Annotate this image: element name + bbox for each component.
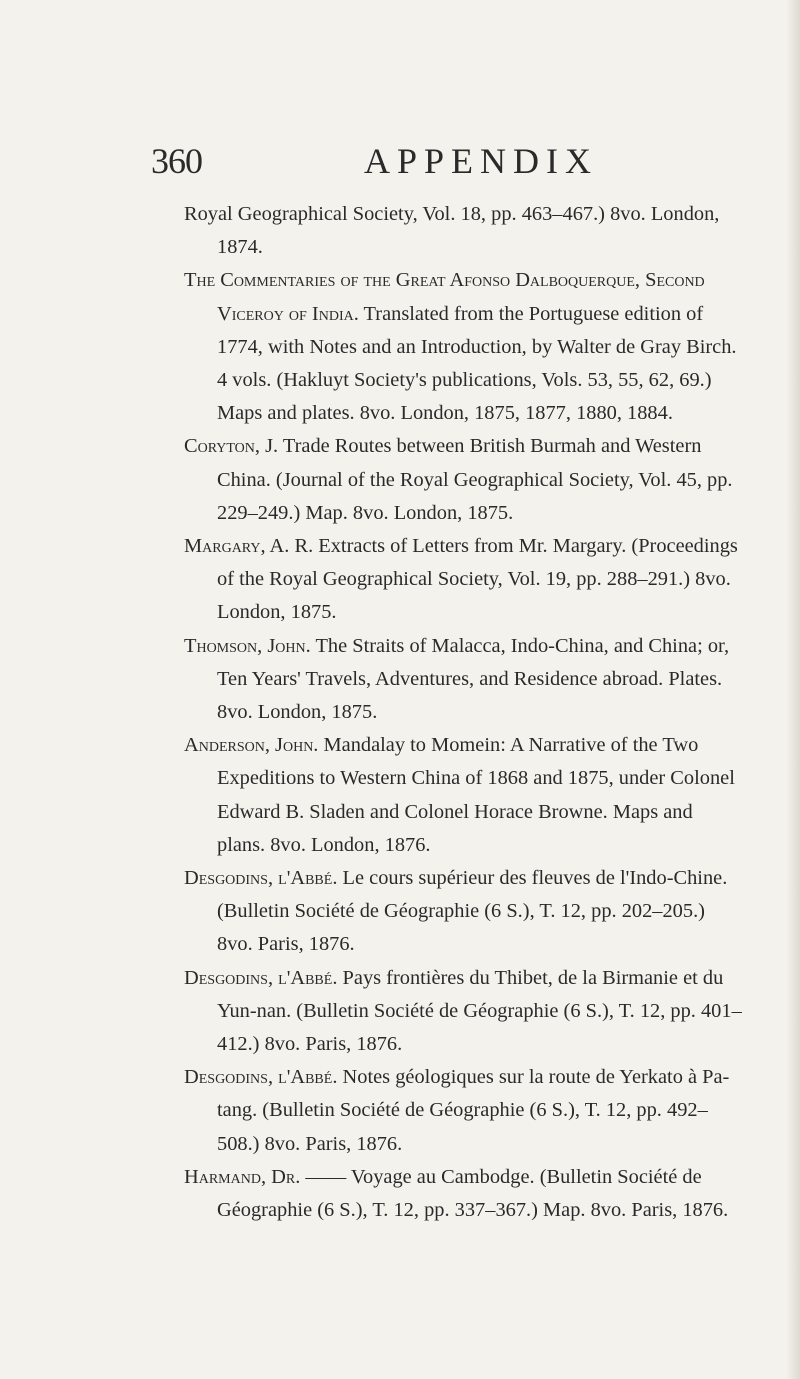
entry-text: Mandalay to Momein: A Narrative of the Two Expeditions to Western China of 1868 and 1875, under Colonel Edward B. Sladen and Colonel Horace Browne. Maps and plans. 8vo. London, 1876. [217, 734, 735, 856]
bibliography-entry [184, 198, 744, 264]
page-edge-shadow [786, 0, 800, 1379]
bibliography-entry [184, 729, 744, 862]
entry-author: Anderson, John. [184, 734, 319, 757]
entry-text: Le cours supérieur des fleuves de l'Indo-Chine. (Bulletin Société de Géographie (6 S.), T. 12, pp. 202–205.) 8vo. Paris, 1876. [217, 867, 728, 956]
bibliography-list [184, 198, 744, 1227]
entry-author: The Commentaries of the Great Afonso Dalboquerque, Second Viceroy of India. [184, 269, 705, 325]
entry-text: Notes géologiques sur la route de Yerkato à Pa-tang. (Bulletin Société de Géographie (6 S.), T. 12, pp. 492–508.) 8vo. Paris, 1876. [217, 1066, 730, 1155]
bibliography-entry [184, 1061, 744, 1161]
bibliography-entry [184, 862, 744, 962]
entry-text: Translated from the Portuguese edition of 1774, with Notes and an Introduction, by Walter de Gray Birch. 4 vols. (Hakluyt Society's publications, Vols. 53, 55, 62, 69.) Maps and plates. 8vo. London, 1875, 1877, 1880, 1884. [217, 302, 737, 425]
entry-author: Desgodins, l'Abbé. [184, 966, 338, 989]
entry-author: Thomson, John. [184, 634, 311, 657]
bibliography-entry [184, 264, 744, 430]
bibliography-entry [184, 530, 744, 630]
entry-author: Desgodins, l'Abbé. [184, 1066, 338, 1089]
entry-text: Pays frontières du Thibet, de la Birmanie et du Yun-nan. (Bulletin Société de Géographie (6 S.), T. 12, pp. 401–412.) 8vo. Paris, 1876. [217, 966, 742, 1056]
entry-author: Margary, A. R. [184, 535, 314, 558]
entry-author: Desgodins, l'Abbé. [184, 867, 338, 890]
entry-author: Harmand, Dr. [184, 1165, 301, 1188]
entry-text: The Straits of Malacca, Indo-China, and China; or, Ten Years' Travels, Adventures, and Residence abroad. Plates. 8vo. London, 1875. [217, 634, 730, 724]
entry-text: Royal Geographical Society, Vol. 18, pp. 463–467.) 8vo. London, 1874. [184, 203, 720, 259]
page-number: 360 [151, 141, 202, 181]
running-title: APPENDIX [364, 141, 599, 181]
bibliography-entry [184, 630, 744, 730]
bibliography-entry [184, 962, 744, 1062]
bibliography-entry [184, 1161, 744, 1227]
entry-text: —— Voyage au Cambodge. (Bulletin Société de Géographie (6 S.), T. 12, pp. 337–367.) Map. 8vo. Paris, 1876. [217, 1165, 729, 1222]
entry-text: Trade Routes between British Burmah and Western China. (Journal of the Royal Geographical Society, Vol. 45, pp. 229–249.) Map. 8vo. London, 1875. [217, 435, 733, 524]
bibliography-entry [184, 430, 744, 530]
entry-author: Coryton, J. [184, 435, 279, 458]
entry-text: Extracts of Letters from Mr. Margary. (Proceedings of the Royal Geographical Society, Vol. 19, pp. 288–291.) 8vo. London, 1875. [217, 535, 738, 624]
page-header [151, 136, 711, 186]
